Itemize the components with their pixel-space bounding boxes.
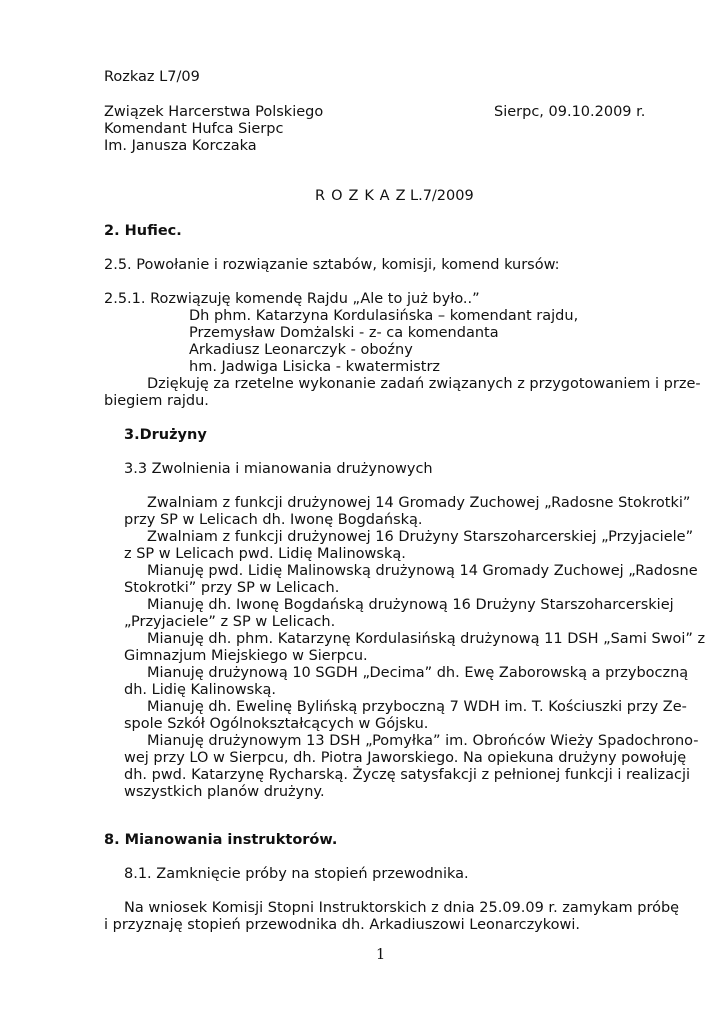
page-number: 1 bbox=[376, 947, 386, 963]
organization-name: Związek Harcerstwa Polskiego bbox=[104, 104, 324, 120]
thanks-line: Dziękuję za rzetelne wykonanie zadań związanych z przygotowaniem i prze- bbox=[147, 376, 701, 392]
paragraph-line: „Przyjaciele” z SP w Lelicach. bbox=[124, 614, 336, 630]
paragraph-line: Mianuję drużynowym 13 DSH „Pomyłka” im. Obrońców Wieży Spadochrono- bbox=[147, 733, 699, 749]
paragraph-line: Zwalniam z funkcji drużynowej 14 Gromady Zuchowej „Radosne Stokrotki” bbox=[147, 495, 691, 511]
paragraph-line: Mianuję drużynową 10 SGDH „Decima” dh. Ewę Zaborowską a przyboczną bbox=[147, 665, 689, 681]
paragraph-line: Mianuję dh. Ewelinę Bylińską przyboczną 7 WDH im. T. Kościuszki przy Ze- bbox=[147, 699, 687, 715]
paragraph-line: przy SP w Lelicach dh. Iwonę Bogdańską. bbox=[124, 512, 423, 528]
member-line: Przemysław Domżalski - z- ca komendanta bbox=[189, 325, 499, 341]
section-3-heading: 3.Drużyny bbox=[124, 427, 207, 443]
organization-patron: Im. Janusza Korczaka bbox=[104, 138, 257, 154]
paragraph-line: Na wniosek Komisji Stopni Instruktorskich z dnia 25.09.09 r. zamykam próbę bbox=[124, 900, 680, 916]
paragraph-line: wszystkich planów drużyny. bbox=[124, 784, 325, 800]
paragraph-line: i przyznaję stopień przewodnika dh. Arkadiuszowi Leonarczykowi. bbox=[104, 917, 581, 933]
section-8-1-heading: 8.1. Zamknięcie próby na stopień przewodnika. bbox=[124, 866, 469, 882]
paragraph-line: z SP w Lelicach pwd. Lidię Malinowską. bbox=[124, 546, 406, 562]
paragraph-line: Gimnazjum Miejskiego w Sierpcu. bbox=[124, 648, 368, 664]
paragraph-line: dh. pwd. Katarzynę Rycharską. Życzę satysfakcji z pełnionej funkcji i realizacji bbox=[124, 767, 691, 783]
paragraph-line: wej przy LO w Sierpcu, dh. Piotra Jaworskiego. Na opiekuna drużyny powołuję bbox=[124, 750, 687, 766]
order-reference: Rozkaz L7/09 bbox=[104, 69, 200, 85]
section-2-heading: 2. Hufiec. bbox=[104, 223, 182, 239]
paragraph-line: dh. Lidię Kalinowską. bbox=[124, 682, 277, 698]
section-8-heading: 8. Mianowania instruktorów. bbox=[104, 832, 338, 848]
member-line: hm. Jadwiga Lisicka - kwatermistrz bbox=[189, 359, 441, 375]
document-title: ROZKAZ bbox=[315, 188, 412, 204]
section-3-3-heading: 3.3 Zwolnienia i mianowania drużynowych bbox=[124, 461, 433, 477]
paragraph-line: Zwalniam z funkcji drużynowej 16 Drużyny Starszoharcerskiej „Przyjaciele” bbox=[147, 529, 694, 545]
member-line: Dh phm. Katarzyna Kordulasińska – komendant rajdu, bbox=[189, 308, 579, 324]
section-2-5-1-item: 2.5.1. Rozwiązuję komendę Rajdu „Ale to już było..” bbox=[104, 291, 480, 307]
section-2-5-heading: 2.5. Powołanie i rozwiązanie sztabów, komisji, komend kursów: bbox=[104, 257, 560, 273]
paragraph-line: Mianuję dh. Iwonę Bogdańską drużynową 16 Drużyny Starszoharcerskiej bbox=[147, 597, 674, 613]
paragraph-line: Mianuję dh. phm. Katarzynę Kordulasińską drużynową 11 DSH „Sami Swoi” z bbox=[147, 631, 706, 647]
member-line: Arkadiusz Leonarczyk - oboźny bbox=[189, 342, 413, 358]
thanks-line: biegiem rajdu. bbox=[104, 393, 209, 409]
paragraph-line: spole Szkół Ogólnokształcących w Gójsku. bbox=[124, 716, 429, 732]
place-and-date: Sierpc, 09.10.2009 r. bbox=[494, 104, 646, 120]
document-number: L.7/2009 bbox=[410, 188, 474, 204]
paragraph-line: Stokrotki” przy SP w Lelicach. bbox=[124, 580, 340, 596]
organization-unit: Komendant Hufca Sierpc bbox=[104, 121, 284, 137]
paragraph-line: Mianuję pwd. Lidię Malinowską drużynową 14 Gromady Zuchowej „Radosne bbox=[147, 563, 698, 579]
